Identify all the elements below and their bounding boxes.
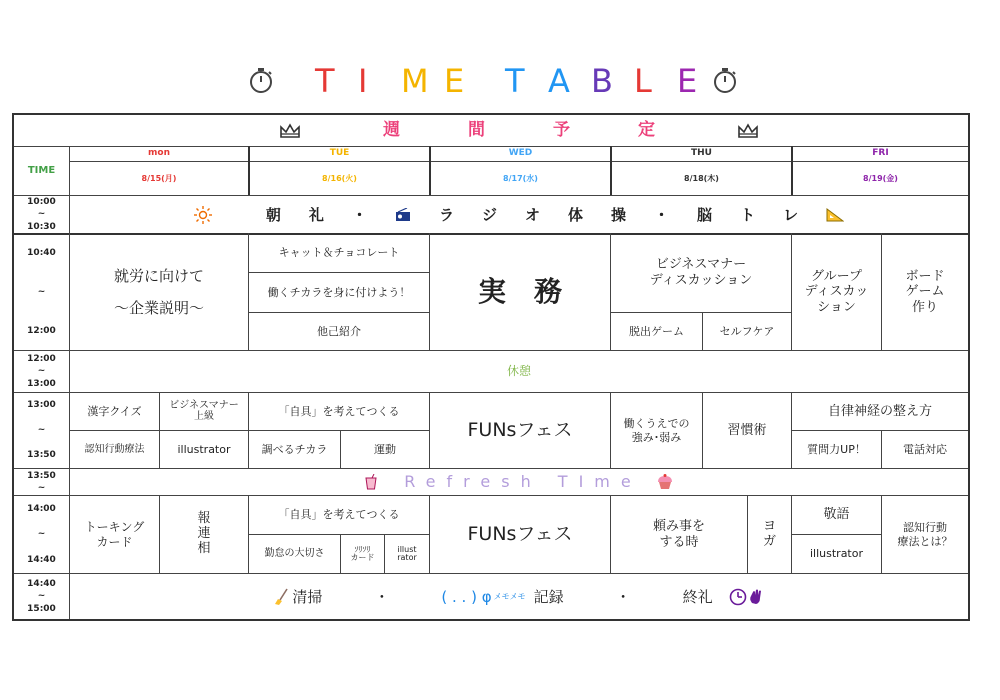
tue-block2-br: 運動	[374, 442, 396, 456]
morning-char: オ	[524, 205, 540, 224]
weekly-heading	[70, 115, 968, 146]
day-header-tue	[250, 146, 429, 161]
fri-block3-right: 認知行動 療法とは？	[897, 521, 953, 548]
time-start: 14:40	[27, 579, 56, 590]
time-slot-4	[14, 393, 69, 468]
date-label: 8/15(月)	[141, 173, 177, 183]
time-tilde: ~	[37, 483, 46, 493]
date-label: 8/16(火)	[322, 173, 357, 183]
day-name: WED	[508, 148, 533, 159]
crown-icon	[279, 122, 301, 140]
time-slot-6	[14, 496, 69, 573]
time-end: 13:50	[27, 450, 56, 461]
morning-char: レ	[783, 205, 799, 224]
morning-char: ト	[740, 205, 756, 224]
morning-char: 体	[568, 205, 584, 224]
title-row	[0, 62, 1000, 102]
time-start: 13:00	[27, 400, 56, 411]
stopwatch-icon	[711, 66, 739, 94]
morning-char: 脳	[697, 205, 713, 224]
day-name: FRI	[872, 148, 889, 159]
thu-block1-left: 脱出ゲーム	[629, 324, 684, 338]
closing-clean: 清掃	[292, 587, 323, 606]
date-wed	[431, 162, 610, 195]
morning-char: 礼	[308, 205, 324, 224]
day-header-thu	[612, 146, 791, 161]
time-tilde: ~	[37, 591, 46, 602]
mon-block2-tr: ビジネスマナー 上級	[169, 400, 239, 422]
broom-icon	[275, 588, 289, 606]
title-letter: B	[591, 62, 613, 100]
time-tilde: ~	[37, 425, 46, 436]
time-end: 13:00	[27, 378, 56, 389]
date-thu	[612, 162, 791, 195]
closing-memo-small: メモメモ	[493, 591, 526, 601]
title-letter: T	[315, 62, 335, 100]
morning-char: 朝	[265, 205, 281, 224]
date-tue	[250, 162, 429, 195]
tue-block3-b3: illust rator	[397, 544, 417, 562]
thu-block1-right: セルフケア	[719, 324, 775, 338]
thu-block1-top: ビジネスマナー ディスカッション	[649, 257, 753, 288]
timetable-grid	[12, 113, 970, 621]
tue-block1-2: 働くチカラを身に付けよう！	[267, 285, 411, 299]
day-name: TUE	[329, 148, 350, 159]
title-letter: M	[401, 62, 429, 100]
mon-block3-right: 報 連 相	[197, 511, 211, 556]
day-header-mon	[70, 146, 248, 161]
cell-text: 就労に向けて	[113, 267, 204, 285]
morning-assembly-row	[70, 196, 968, 233]
tue-block2-bl: 調べるチカラ	[261, 442, 328, 456]
time-end: 14:40	[27, 555, 56, 566]
closing-record: 記録	[533, 587, 564, 606]
time-tilde: ~	[37, 529, 46, 540]
wed-block3: FUNsフェス	[467, 523, 573, 546]
heading-char: 予	[553, 120, 570, 141]
title-letter: A	[548, 62, 570, 100]
time-end: 15:00	[27, 603, 56, 614]
title-letter: E	[444, 62, 465, 100]
time-start: 10:40	[27, 248, 56, 259]
morning-char: ・	[351, 205, 367, 224]
time-start: 14:00	[27, 503, 56, 514]
thu-block2-right: 習慣術	[727, 422, 767, 438]
morning-char: ラ	[438, 205, 454, 224]
fri-block2-br: 電話対応	[903, 442, 947, 456]
tue-block2-top: 「自具」を考えてつくる	[278, 404, 400, 418]
stopwatch-icon	[247, 66, 275, 94]
tue-block3-top: 「自具」を考えてつくる	[278, 508, 400, 522]
day-name: mon	[148, 148, 170, 159]
fri-block1-left: グループ ディスカッ ション	[804, 268, 869, 315]
date-label: 8/19(金)	[863, 173, 898, 183]
closing-dot: ・	[615, 587, 631, 606]
morning-char: ・	[654, 205, 670, 224]
time-slot-5	[14, 469, 69, 495]
time-tilde: ~	[37, 286, 46, 297]
tue-block3-b2: ｿﾘｿﾘ カード	[350, 544, 375, 562]
fri-block2-top: 自律神経の整え方	[827, 403, 932, 419]
time-start: 10:00	[27, 197, 56, 208]
thu-block3-right: ヨ ガ	[762, 518, 776, 549]
title-letter: E	[677, 62, 698, 100]
sun-icon	[194, 206, 212, 224]
wed-block2: FUNsフェス	[467, 419, 573, 442]
heading-char: 間	[468, 120, 485, 141]
title-letter: T	[505, 62, 525, 100]
clock-icon	[729, 588, 747, 606]
thu-block2-left: 働くうえでの 強み･弱み	[623, 417, 690, 444]
title-letter: I	[358, 62, 368, 100]
time-end: 10:30	[27, 221, 56, 232]
time-slot-1	[14, 196, 69, 233]
time-start: 12:00	[27, 354, 56, 365]
crown-icon	[737, 122, 759, 140]
time-slot-2	[14, 234, 69, 350]
heading-char: 定	[638, 120, 655, 141]
cupcake-icon	[656, 474, 674, 490]
date-label: 8/17(水)	[503, 173, 538, 183]
time-start: 13:50	[27, 470, 56, 481]
date-label: 8/18(木)	[684, 173, 719, 183]
time-header: TIME	[27, 164, 56, 176]
drink-cup-icon	[364, 474, 378, 490]
closing-end: 終礼	[682, 587, 713, 606]
fri-block3-bl: illustrator	[809, 547, 863, 561]
tue-block1-3: 他己紹介	[317, 324, 361, 338]
mon-block2-bl: 認知行動療法	[84, 443, 145, 455]
heading-char: 週	[383, 120, 400, 141]
fri-block3-tl: 敬語	[823, 507, 850, 523]
mon-block2-br: illustrator	[177, 442, 231, 456]
mon-block1	[70, 234, 248, 350]
triangle-ruler-icon	[826, 208, 844, 222]
time-tilde: ~	[37, 366, 46, 377]
mon-block2-tl: 漢字クイズ	[87, 404, 142, 418]
mon-block3-left: トーキング カード	[84, 520, 145, 549]
morning-char: 操	[611, 205, 627, 224]
time-end: 12:00	[27, 325, 56, 336]
tue-block1-1: キャット＆チョコレート	[278, 246, 400, 260]
day-name: THU	[691, 148, 712, 159]
date-fri	[793, 162, 968, 195]
time-slot-7	[14, 574, 69, 619]
refresh-label: Refresh TIme	[404, 472, 642, 492]
date-mon	[70, 162, 248, 195]
title-letter: L	[634, 62, 652, 100]
refresh-time-row	[70, 469, 968, 495]
radio-icon	[395, 208, 411, 222]
fri-block2-bl: 質問力UP！	[807, 442, 866, 456]
time-slot-3	[14, 351, 69, 392]
day-header-fri	[793, 146, 968, 161]
cell-text: ～企業説明～	[113, 299, 204, 317]
closing-dot: ・	[374, 587, 390, 606]
wed-block1: 実 務	[477, 275, 562, 309]
lunch-break: 休憩	[506, 364, 531, 379]
fri-block1-right: ボード ゲーム 作り	[905, 268, 945, 315]
thu-block3-left: 頼み事を する時	[652, 518, 705, 550]
time-tilde: ~	[37, 209, 46, 220]
waving-hand-icon	[749, 589, 763, 605]
day-header-wed	[431, 146, 610, 161]
closing-row	[70, 574, 968, 619]
closing-memo: ( . . ) φ	[441, 587, 492, 606]
tue-block3-b1: 勤怠の大切さ	[264, 548, 325, 559]
morning-char: ジ	[481, 205, 497, 224]
